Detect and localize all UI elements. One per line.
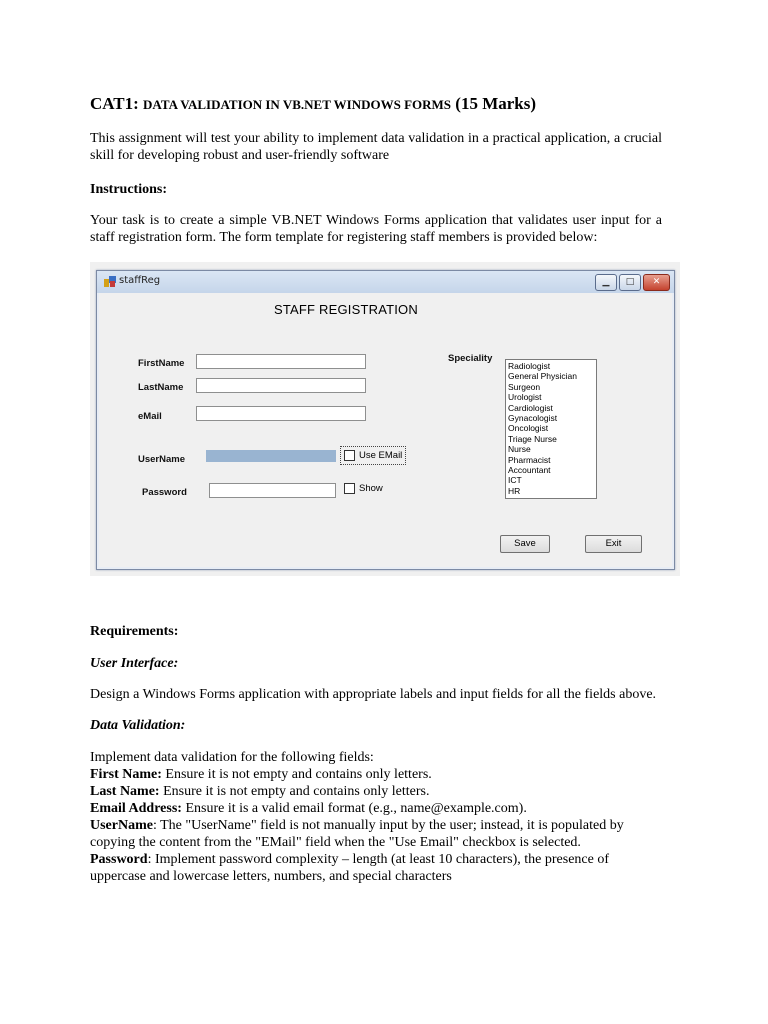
title-marks: (15 Marks) xyxy=(451,94,537,113)
rule-last-name: Last Name: Ensure it is not empty and contains only letters. xyxy=(90,784,430,799)
maximize-icon: □ xyxy=(625,277,635,287)
speciality-option[interactable]: ICT xyxy=(508,475,522,486)
window-title: staffReg xyxy=(119,275,161,286)
speciality-option[interactable]: HR xyxy=(508,485,521,496)
user-interface-heading: User Interface: xyxy=(90,656,179,671)
lastname-input[interactable] xyxy=(196,378,366,393)
speciality-option[interactable]: Surgeon xyxy=(508,381,541,392)
speciality-option[interactable]: Radiologist xyxy=(508,361,551,371)
instructions-heading: Instructions: xyxy=(90,182,168,197)
firstname-input[interactable] xyxy=(196,354,366,369)
app-icon xyxy=(104,276,116,287)
form-client-area xyxy=(99,293,672,567)
use-email-label: Use EMail xyxy=(359,450,403,461)
data-validation-heading: Data Validation: xyxy=(90,718,186,733)
show-password-checkbox[interactable] xyxy=(344,483,355,494)
close-icon: ✕ xyxy=(652,277,661,287)
rule-password: Password: Implement password complexity – length (at least 10 characters), the presence of uppercase and lowercase letters, numbers, and special characters xyxy=(90,852,610,884)
use-email-checkbox[interactable] xyxy=(344,450,355,461)
minimize-icon: ▁ xyxy=(602,277,610,287)
title-main: DATA VALIDATION IN VB.NET WINDOWS FORMS xyxy=(143,97,452,112)
staffreg-window xyxy=(96,270,675,570)
show-password-label: Show xyxy=(359,483,383,494)
window-titlebar xyxy=(97,271,674,293)
validation-rules-block xyxy=(90,749,662,885)
speciality-listbox[interactable] xyxy=(505,359,597,499)
speciality-option[interactable]: Gynacologist xyxy=(508,413,558,424)
close-button[interactable] xyxy=(643,274,670,291)
requirements-heading: Requirements: xyxy=(90,624,179,639)
username-label: UserName xyxy=(138,454,185,465)
title-prefix: CAT1: xyxy=(90,94,144,113)
speciality-option[interactable]: Oncologist xyxy=(508,423,549,434)
speciality-option[interactable]: Urologist xyxy=(508,392,542,403)
assignment-title xyxy=(90,94,536,114)
speciality-option[interactable]: Nurse xyxy=(508,444,531,455)
speciality-option[interactable]: Accountant xyxy=(508,465,551,476)
form-screenshot xyxy=(90,262,680,576)
lastname-label: LastName xyxy=(138,382,184,393)
exit-button[interactable]: Exit xyxy=(585,535,642,553)
user-interface-paragraph: Design a Windows Forms application with appropriate labels and input fields for all the fields above. xyxy=(90,687,657,702)
speciality-option[interactable]: Cardiologist xyxy=(508,402,553,413)
speciality-option[interactable]: Triage Nurse xyxy=(508,433,557,444)
email-input[interactable] xyxy=(196,406,366,421)
speciality-option[interactable]: General Physician xyxy=(508,371,577,382)
save-button[interactable]: Save xyxy=(500,535,550,553)
password-input[interactable] xyxy=(209,483,336,498)
firstname-label: FirstName xyxy=(138,358,185,369)
task-paragraph: Your task is to create a simple VB.NET Windows Forms application that validates user input for a staff registration form. The form template for registering staff members is provided below: xyxy=(90,213,662,245)
rule-first-name: First Name: Ensure it is not empty and contains only letters. xyxy=(90,767,432,782)
maximize-button[interactable] xyxy=(619,274,641,291)
rule-username: UserName: The "UserName" field is not manually input by the user; instead, it is populated by copying the content from the "EMail" field when the "Use Email" checkbox is selected. xyxy=(90,818,624,850)
email-label: eMail xyxy=(138,411,162,422)
username-input[interactable] xyxy=(206,450,336,462)
speciality-option[interactable]: Pharmacist xyxy=(508,454,551,465)
password-label: Password xyxy=(142,487,187,498)
form-heading: STAFF REGISTRATION xyxy=(274,302,418,317)
minimize-button[interactable] xyxy=(595,274,617,291)
rule-email: Email Address: Ensure it is a valid email format (e.g., name@example.com). xyxy=(90,801,527,816)
intro-paragraph: This assignment will test your ability to implement data validation in a practical application, a crucial skill for developing robust and user-friendly software xyxy=(90,131,662,163)
validation-intro: Implement data validation for the following fields: xyxy=(90,750,374,765)
speciality-label: Speciality xyxy=(448,353,493,364)
